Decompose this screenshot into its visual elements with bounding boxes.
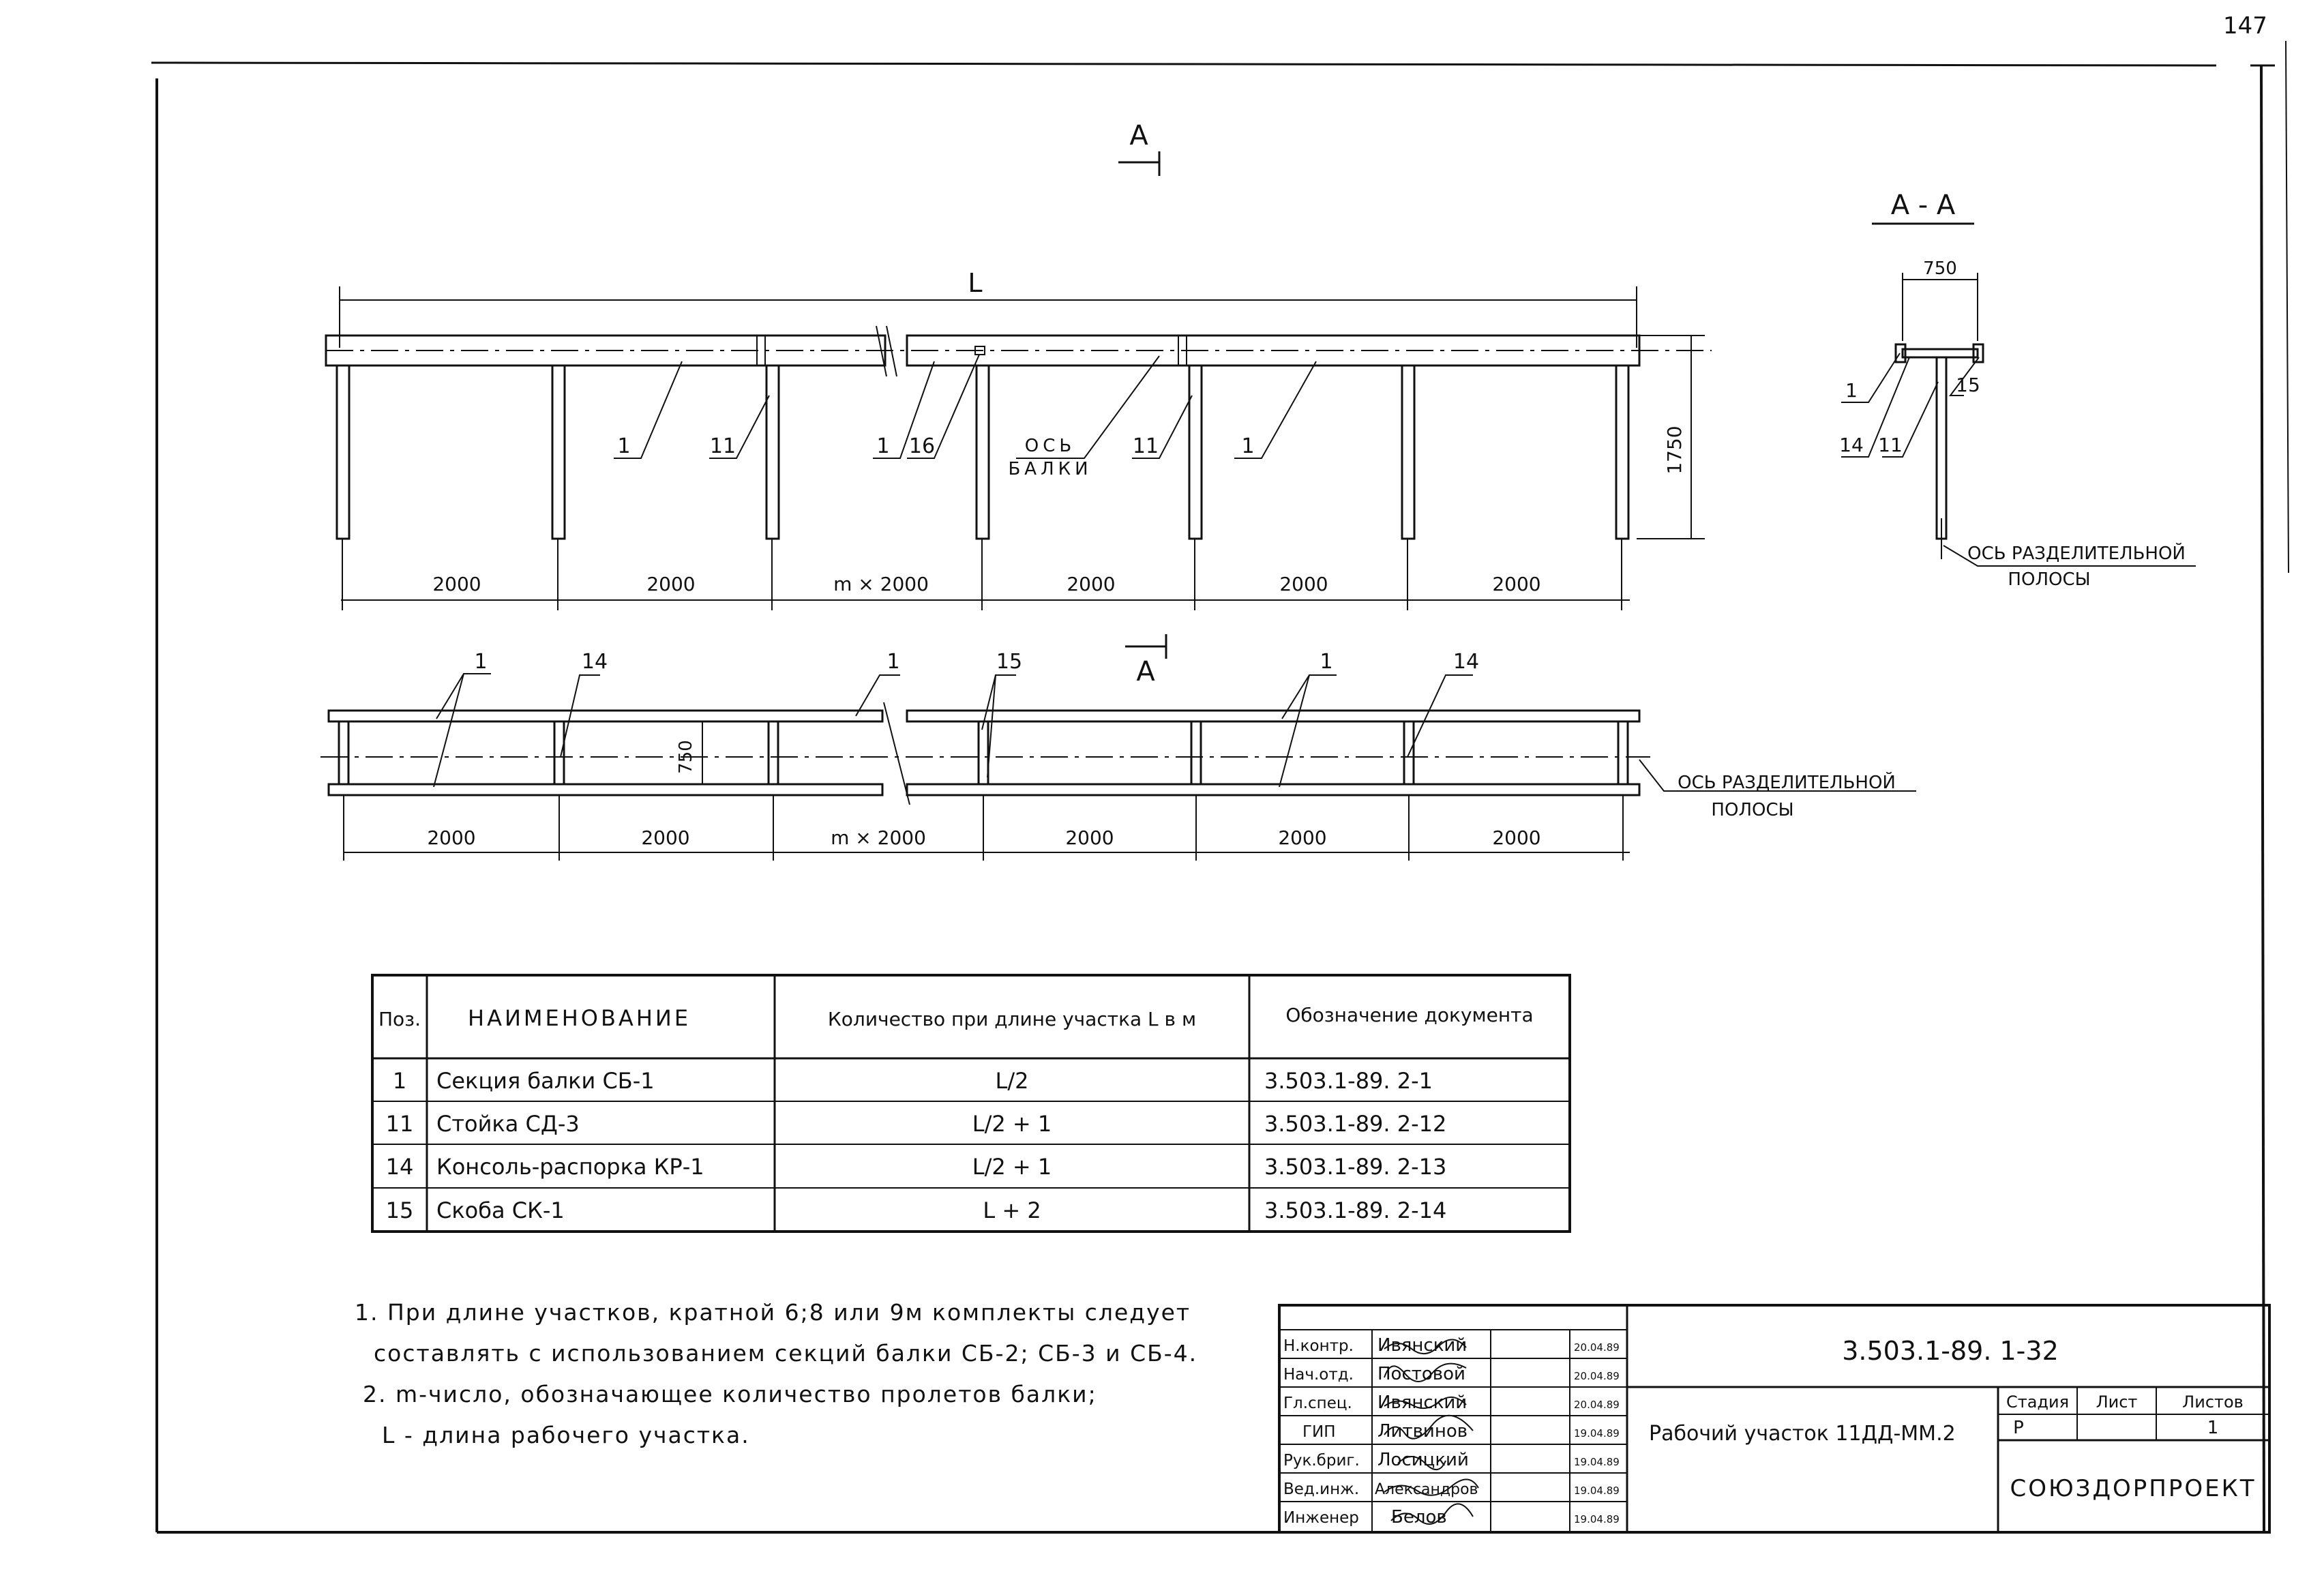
spec-row-2-name: Стойка СД-3 <box>436 1111 580 1137</box>
note-2-line-1: 2. m-число, обозначающее количество пролетов балки; <box>363 1381 1097 1407</box>
staff-name: Литвинов <box>1377 1421 1468 1442</box>
elevation-span-4: 2000 <box>1067 573 1116 595</box>
spec-row-3-name: Консоль-распорка КР-1 <box>436 1154 704 1180</box>
note-1-line-2: составлять с использованием секций балки СБ-2; СБ-3 и СБ-4. <box>374 1340 1198 1367</box>
elevation-span-labels <box>432 573 1540 595</box>
staff-role: Нач.отд. <box>1283 1366 1354 1384</box>
section-strip-axis-2: ПОЛОСЫ <box>2008 569 2091 590</box>
staff-row <box>1283 1335 1620 1356</box>
staff-name: Белов <box>1391 1507 1447 1527</box>
plan-callout-5: 1 <box>1320 650 1333 674</box>
plan-callout-1: 1 <box>474 650 488 674</box>
staff-row <box>1283 1507 1620 1527</box>
spec-header-doc: Обозначение документа <box>1285 1004 1534 1026</box>
drawing-title: Рабочий участок 11ДД-ММ.2 <box>1649 1422 1956 1446</box>
elevation-callout-1: 1 <box>617 434 631 458</box>
section-callouts <box>1839 374 1980 456</box>
stage-label: Стадия <box>2006 1392 2070 1412</box>
plan-callout-4: 15 <box>996 650 1023 674</box>
section-callout-4: 15 <box>1956 374 1980 396</box>
spec-row-3-pos: 14 <box>385 1154 414 1180</box>
note-2-line-2: L - длина рабочего участка. <box>382 1422 750 1448</box>
elevation-callout-3: 1 <box>876 434 890 458</box>
staff-date: 20.04.89 <box>1574 1399 1620 1411</box>
title-block-staff <box>1283 1335 1620 1527</box>
staff-name: Ивянский <box>1377 1392 1468 1413</box>
spec-row-4-name: Скоба СК-1 <box>436 1197 565 1223</box>
staff-date: 20.04.89 <box>1574 1341 1620 1354</box>
elevation-span-5: 2000 <box>1279 573 1328 595</box>
plan-span-2: 2000 <box>641 826 690 849</box>
spec-header-name: НАИМЕНОВАНИЕ <box>468 1005 691 1031</box>
section-view <box>1841 224 2196 566</box>
plan-strip-axis-1: ОСЬ РАЗДЕЛИТЕЛЬНОЙ <box>1678 773 1896 793</box>
staff-row <box>1302 1421 1620 1442</box>
section-mark-bottom: А <box>1136 656 1155 687</box>
elevation-span-1: 2000 <box>432 573 481 595</box>
spec-row-1-qty: L/2 <box>995 1068 1029 1094</box>
plan-span-6: 2000 <box>1492 826 1541 849</box>
spec-row-3-qty: L/2 + 1 <box>972 1154 1052 1180</box>
plan-callout-2: 14 <box>581 650 608 674</box>
section-strip-axis-1: ОСЬ РАЗДЕЛИТЕЛЬНОЙ <box>1967 543 2186 564</box>
organization: СОЮЗДОРПРОЕКТ <box>2010 1475 2256 1502</box>
staff-date: 19.04.89 <box>1574 1513 1620 1525</box>
spec-row-4-qty: L + 2 <box>983 1197 1041 1223</box>
staff-date: 19.04.89 <box>1574 1485 1620 1497</box>
spec-row-2-pos: 11 <box>385 1111 414 1137</box>
beam-axis-label-2: БАЛКИ <box>1008 459 1092 479</box>
sheet-label: Лист <box>2096 1392 2138 1412</box>
spec-row-4-pos: 15 <box>385 1197 414 1223</box>
elevation-callout-4: 16 <box>908 434 936 458</box>
staff-date: 19.04.89 <box>1574 1456 1620 1468</box>
spec-row-4-doc: 3.503.1-89. 2-14 <box>1264 1197 1447 1223</box>
staff-name: Ивянский <box>1377 1335 1468 1356</box>
spec-header-qty: Количество при длине участка L в м <box>827 1008 1197 1030</box>
section-title: А - А <box>1890 190 1956 221</box>
section-callout-3: 11 <box>1878 434 1903 456</box>
plan-width-label: 750 <box>676 740 696 774</box>
plan-span-4: 2000 <box>1065 826 1114 849</box>
spec-row-2-doc: 3.503.1-89. 2-12 <box>1264 1111 1447 1137</box>
doc-code: 3.503.1-89. 1-32 <box>1842 1336 2059 1366</box>
elevation-span-2: 2000 <box>646 573 696 595</box>
elevation-view <box>326 151 1712 610</box>
elevation-callout-6: 1 <box>1241 434 1255 458</box>
spec-row-3-doc: 3.503.1-89. 2-13 <box>1264 1154 1447 1180</box>
general-notes <box>355 1292 1289 1456</box>
page-number: 147 <box>2223 12 2267 40</box>
elevation-callout-5: 11 <box>1132 434 1159 458</box>
plan-callout-3: 1 <box>887 650 900 674</box>
staff-date: 20.04.89 <box>1574 1370 1620 1382</box>
staff-name: Постовой <box>1377 1364 1465 1384</box>
staff-row <box>1283 1480 1620 1498</box>
elevation-span-3: m × 2000 <box>833 573 929 595</box>
elevation-height-label: 1750 <box>1663 426 1686 475</box>
spec-row-2-qty: L/2 + 1 <box>972 1111 1052 1137</box>
staff-role: Инженер <box>1283 1509 1359 1527</box>
plan-span-3: m × 2000 <box>831 826 926 849</box>
spec-row-1-name: Секция балки СБ-1 <box>436 1068 655 1094</box>
staff-role: ГИП <box>1302 1423 1336 1441</box>
plan-callouts <box>474 650 1479 674</box>
staff-row <box>1283 1392 1620 1413</box>
plan-view <box>321 634 1916 861</box>
staff-role: Рук.бриг. <box>1283 1452 1360 1470</box>
plan-strip-axis-2: ПОЛОСЫ <box>1711 800 1794 820</box>
elevation-callout-2: 11 <box>709 434 736 458</box>
section-callout-2: 14 <box>1839 434 1864 456</box>
staff-role: Вед.инж. <box>1283 1480 1360 1498</box>
note-1-line-1: 1. При длине участков, кратной 6;8 или 9м комплекты следует <box>355 1299 1191 1326</box>
staff-name: Александров <box>1375 1481 1478 1498</box>
staff-role: Гл.спец. <box>1283 1395 1352 1412</box>
spec-table-headers <box>378 1004 1534 1031</box>
plan-callout-6: 14 <box>1452 650 1480 674</box>
elevation-length-label: L <box>968 268 983 298</box>
spec-row-1-pos: 1 <box>392 1068 407 1094</box>
staff-role: Н.контр. <box>1283 1337 1354 1355</box>
section-callout-1: 1 <box>1845 379 1858 402</box>
staff-row <box>1283 1364 1620 1384</box>
spec-row-1-doc: 3.503.1-89. 2-1 <box>1264 1068 1433 1094</box>
plan-span-1: 2000 <box>427 826 476 849</box>
beam-axis-label-1: ОСЬ <box>1024 436 1076 456</box>
spec-table-rows <box>386 1068 1447 1223</box>
stage-value: Р <box>2013 1418 2024 1438</box>
elevation-span-6: 2000 <box>1492 573 1541 595</box>
sheets-value: 1 <box>2207 1418 2219 1438</box>
staff-date: 19.04.89 <box>1574 1427 1620 1440</box>
section-mark-top: А <box>1129 120 1148 151</box>
sheets-label: Листов <box>2182 1392 2244 1412</box>
section-width-label: 750 <box>1923 258 1957 279</box>
staff-row <box>1283 1450 1620 1470</box>
plan-span-5: 2000 <box>1278 826 1327 849</box>
staff-name: Лосицкий <box>1377 1450 1469 1470</box>
spec-header-pos: Поз. <box>378 1008 421 1030</box>
